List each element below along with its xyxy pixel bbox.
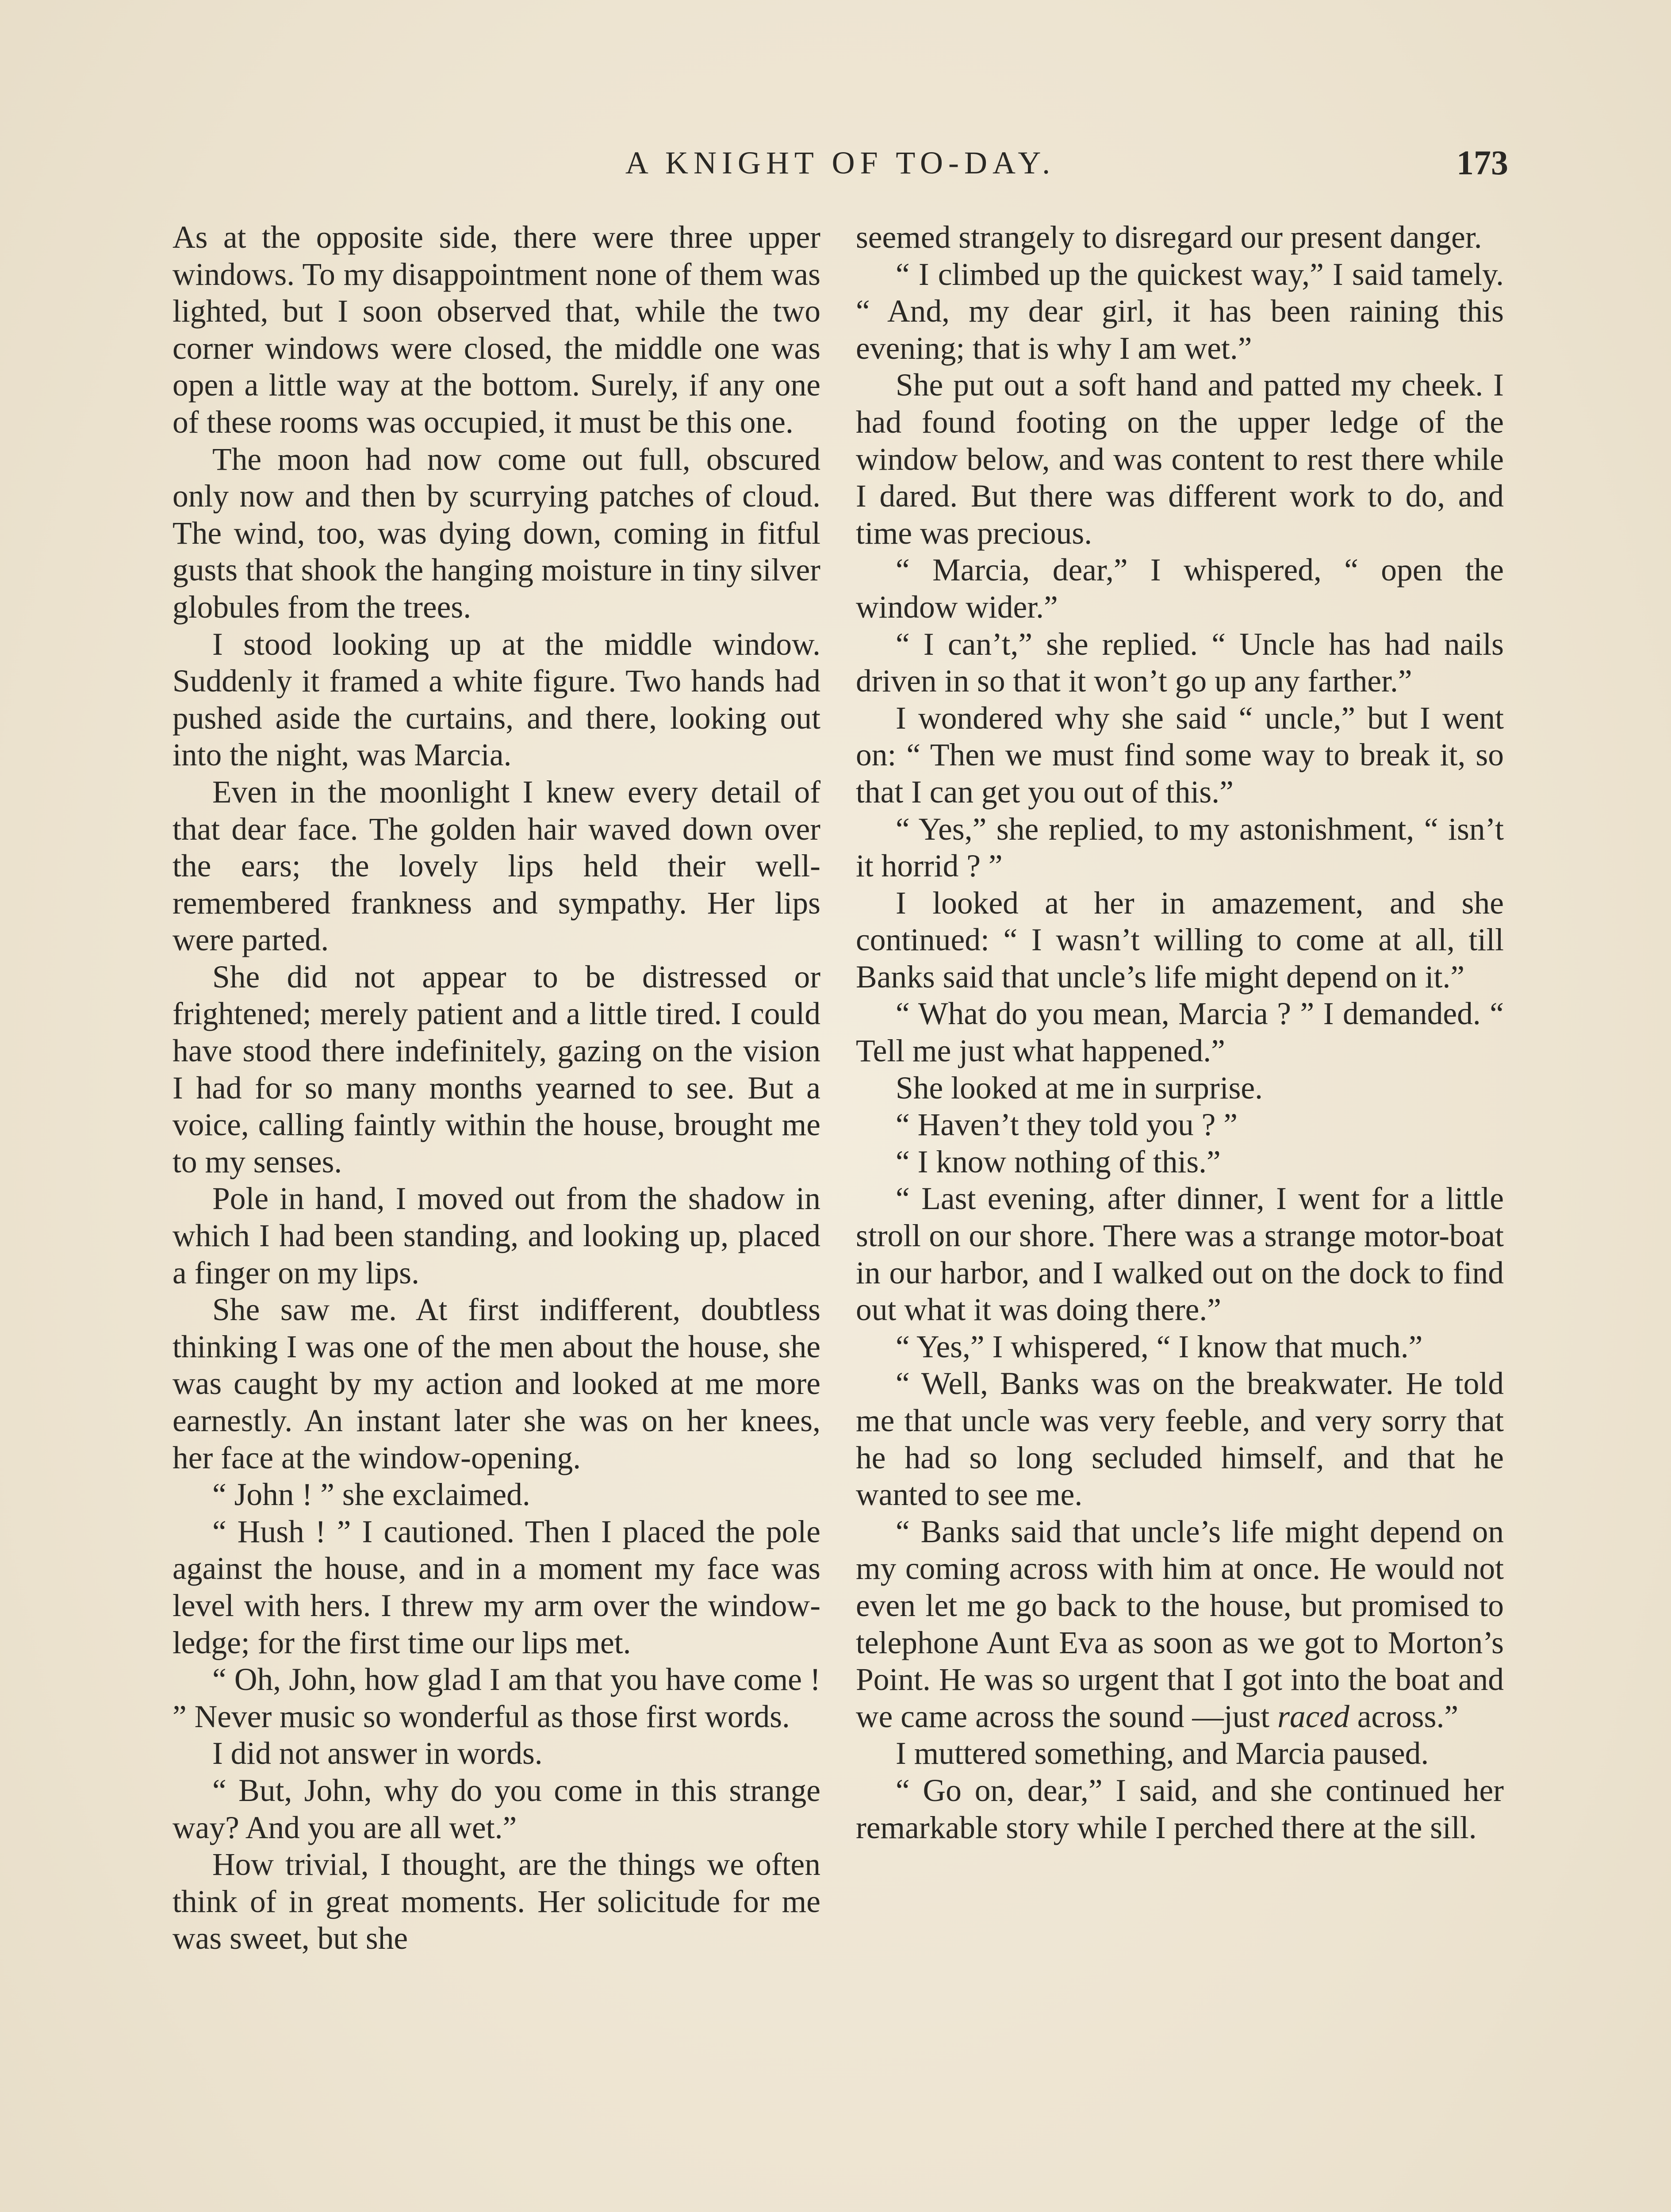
paragraph: “ Go on, dear,” I said, and she continued her remarkable story while I perched there at the sill. <box>856 1773 1504 1845</box>
paragraph: She looked at me in surprise. <box>896 1070 1263 1106</box>
paragraph: The moon had now come out full, obscured only now and then by scurrying patches of cloud. The wind, too, was dying down, coming in fitful gusts that shook the hanging moisture in tiny silver globules from the trees. <box>172 442 820 625</box>
paragraph: She did not appear to be distressed or frightened; merely patient and a little tired. I could have stood there indefinitely, gazing on the vision I had for so many months yearned to see. But a voice, calling faintly within the house, brought me to my senses. <box>172 959 820 1179</box>
paragraph: I did not answer in words. <box>212 1736 543 1771</box>
paragraph: “ John ! ” she exclaimed. <box>212 1477 530 1513</box>
paragraph: “ Oh, John, how glad I am that you have come ! ” Never music so wonderful as those first words. <box>172 1662 820 1734</box>
paragraph: Pole in hand, I moved out from the shadow in which I had been standing, and looking up, placed a finger on my lips. <box>172 1181 820 1290</box>
paragraph: “ Haven’t they told you ? ” <box>896 1107 1238 1143</box>
paragraph: She put out a soft hand and patted my cheek. I had found footing on the upper ledge of the window below, and was content to rest there while I dared. But there was different work to do, and time was precious. <box>856 368 1504 551</box>
page-header <box>172 141 1508 185</box>
paragraph: Even in the moonlight I knew every detail of that dear face. The golden hair waved down over the ears; the lovely lips held their well-remembered frankness and sympathy. Her lips were parted. <box>172 774 820 958</box>
paragraph: I wondered why she said “ uncle,” but I went on: “ Then we must find some way to break it, so that I can get you out of this.” <box>856 700 1504 810</box>
paragraph: “ Hush ! ” I cautioned. Then I placed the pole against the house, and in a moment my face was level with hers. I threw my arm over the window-ledge; for the first time our lips met. <box>172 1514 820 1660</box>
page-number: 173 <box>1456 143 1508 182</box>
paragraph: I muttered something, and Marcia paused. <box>896 1736 1429 1771</box>
right-column <box>856 219 1504 1846</box>
paragraph: “ Yes,” I whispered, “ I know that much.” <box>896 1329 1423 1364</box>
paragraph: “ What do you mean, Marcia ? ” I demanded. “ Tell me just what happened.” <box>856 996 1504 1069</box>
paragraph: seemed strangely to disregard our present danger. <box>856 220 1482 255</box>
paragraph: I looked at her in amazement, and she continued: “ I wasn’t willing to come at all, till Banks said that uncle’s life might depend on it.” <box>856 885 1504 995</box>
paragraph: I stood looking up at the middle window. Suddenly it framed a white figure. Two hands had pushed aside the curtains, and there, looking out into the night, was Marcia. <box>172 626 820 773</box>
paragraph: “ But, John, why do you come in this strange way? And you are all wet.” <box>172 1773 820 1845</box>
paragraph: “ Yes,” she replied, to my astonishment, “ isn’t it horrid ? ” <box>856 811 1504 884</box>
paragraph: “ I can’t,” she replied. “ Uncle has had nails driven in so that it won’t go up any farther.” <box>856 626 1504 699</box>
paragraph: “ Banks said that uncle’s life might depend on my coming across with him at once. He would not even let me go back to the house, but promised to telephone Aunt Eva as soon as we got to Morton’s Point. He was so urgent that I got into the boat and we came across the sound —just raced across.” <box>856 1514 1504 1734</box>
left-column <box>172 219 820 1957</box>
paragraph: “ Marcia, dear,” I whispered, “ open the window wider.” <box>856 553 1504 625</box>
paragraph: “ I climbed up the quickest way,” I said tamely. “ And, my dear girl, it has been raining this evening; that is why I am wet.” <box>856 257 1504 366</box>
paragraph: “ Well, Banks was on the breakwater. He told me that uncle was very feeble, and very sorry that he had so long secluded himself, and that he wanted to see me. <box>856 1366 1504 1513</box>
running-title: A KNIGHT OF TO-DAY. <box>625 145 1056 180</box>
paragraph: She saw me. At first indifferent, doubtless thinking I was one of the men about the house, she was caught by my action and looked at me more earnestly. An instant later she was on her knees, her face at the window-opening. <box>172 1292 820 1475</box>
paragraph: How trivial, I thought, are the things we often think of in great moments. Her solicitude for me was sweet, but she <box>172 1847 820 1956</box>
paragraph: As at the opposite side, there were three upper windows. To my disappointment none of them was lighted, but I soon observed that, while the two corner windows were closed, the middle one was open a little way at the bottom. Surely, if any one of these rooms was occupied, it must be this one. <box>172 220 820 440</box>
paragraph: “ I know nothing of this.” <box>896 1144 1221 1179</box>
paragraph: “ Last evening, after dinner, I went for a little stroll on our shore. There was a strange motor-boat in our harbor, and I walked out on the dock to find out what it was doing there.” <box>856 1181 1504 1328</box>
